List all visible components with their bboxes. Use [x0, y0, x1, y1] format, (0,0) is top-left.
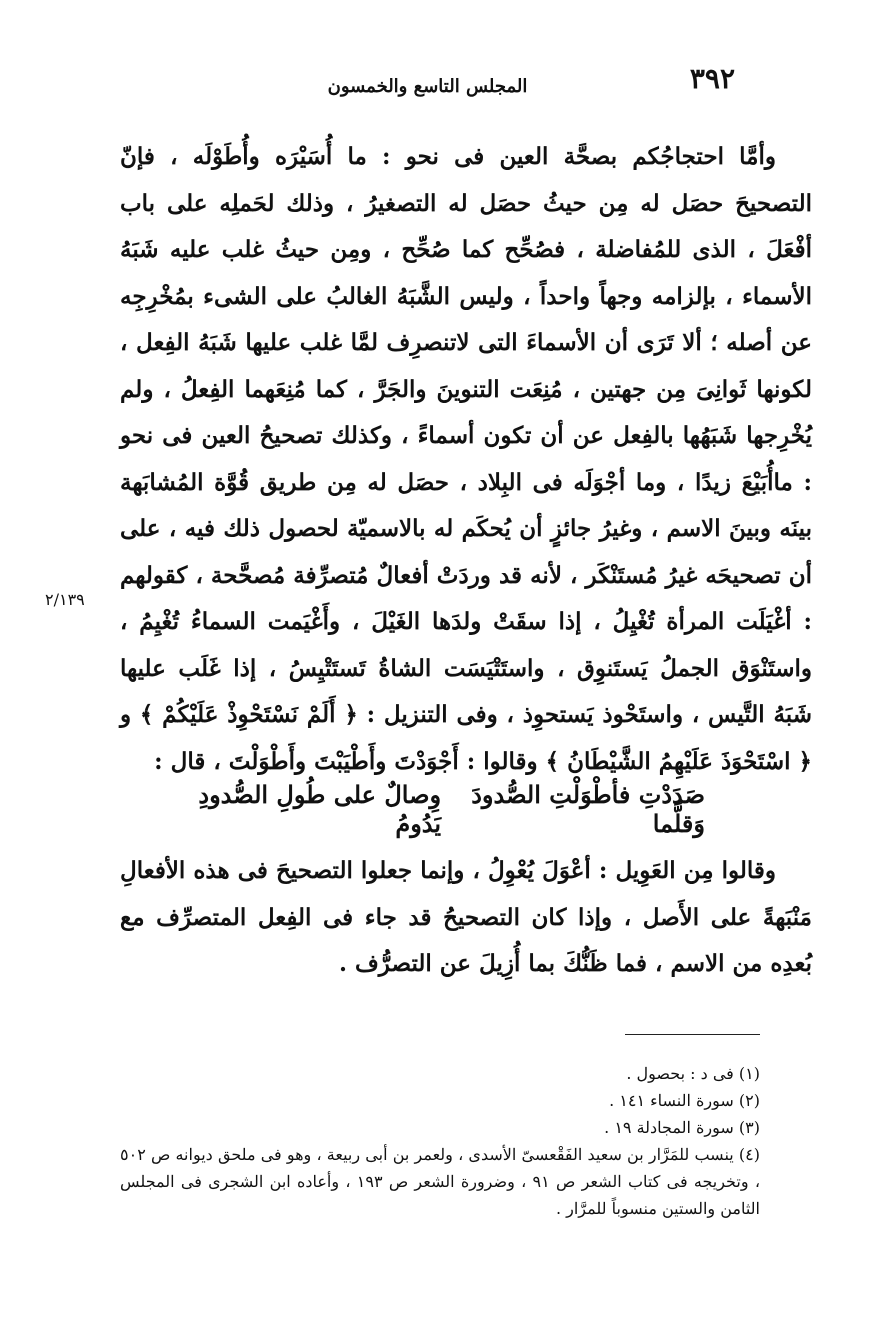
- page-header: [120, 62, 735, 102]
- main-text-continued: [120, 848, 812, 988]
- verse-first-hemistich: صَدَدْتِ فأطْوَلْتِ الصُّدودَ وَقلَّما: [471, 780, 705, 838]
- footnote-divider: [625, 1034, 760, 1035]
- main-text: [120, 134, 812, 785]
- paragraph-1: وأمَّا احتجاجُكم بصحَّة العين فى نحو : ما أُسَيْرَه وأُطَوْلَه ، فإنّ التصحيحَ حصَل له مِن حيثُ حصَل له التصغيرُ ، وذلك لحَملِه على باب أفْعَلَ ، الذى للمُفاضلة ، فصُحِّح كما صُحِّح ، ومِن حيثُ غلب عليه شَبَهُ الأسماء ، بإلزامه وجهاً واحداً ، وليس الشَّبَهُ الغالبُ على الشىء بمُخْرِجِه عن أصله ؛ ألا تَرَى أن الأسماءَ التى لاتنصرِف لمَّا غلب عليها شَبَهُ الفِعل ، لكونها ثَوانِىَ مِن جهتين ، مُنِعَت التنوينَ والجَرَّ ، كما مُنِعَهما الفِعلُ ، ولم يُخْرِجها شَبَهُها بالفِعل عن أن تكون أسماءً ، وكذلك تصحيحُ العين فى نحو : ماأُبَيْعَ زيدًا ، وما أجْوَلَه فى البِلاد ، حصَل له مِن طريق قُوَّة المُشابَهة بينَه وبينَ الاسم ، وغيرُ جائزٍ أن يُحكَم له بالاسميّة لحصول ذلك فيه ، على أن تصحيحَه غيرُ مُستَنْكَر ، لأنه قد وردَتْ أفعالٌ مُتصرِّفة مُصحَّحة ، كقولهم : أغْيَلَت المرأة تُغْيِلُ ، إذا سقَتْ ولدَها الغَيْلَ ، وأَغْيَمت السماءُ تُغْيِمُ ، واستَنْوَق الجملُ يَستَنوِق ، واستَتْيَسَت الشاةُ تَستَتْيِسُ ، إذا غَلَب عليها شَبَهُ التَّيس ، واستَحْوذ يَستحوِذ ، وفى التنزيل : ﴿ أَلَمْ نَسْتَحْوِذْ عَلَيْكُمْ ﴾ و ﴿ اسْتَحْوَذَ عَلَيْهِمُ الشَّيْطَانُ ﴾ وقالوا : أَجْوَدْتَ وأَطْيَبْتَ وأَطْوَلْتَ ، قال :: [120, 143, 812, 775]
- footnote-3: (٣) سورة المجادلة ١٩ .: [604, 1118, 760, 1137]
- page-number: ٣٩٢: [689, 62, 735, 95]
- poetry-verse: [175, 780, 705, 838]
- verse-second-hemistich: وِصالٌ على طُولِ الصُّدودِ يَدُومُ: [198, 780, 442, 838]
- running-title: المجلس التاسع والخمسون: [327, 76, 528, 97]
- footnote-2: (٢) سورة النساء ١٤١ .: [609, 1091, 760, 1110]
- footnote-4: (٤) ينسب للمَرَّار بن سعيد الفَقْعسىّ الأسدى ، ولعمر بن أبى ربيعة ، وهو فى ملحق ديوانه ص ٥٠٢ ، وتخريجه فى كتاب الشعر ص ٩١ ، وضرورة الشعر ص ١٩٣ ، وأعاده ابن الشجرى فى المجلس الثامن والستين منسوباً للمرَّار .: [120, 1145, 760, 1218]
- footnotes: [120, 1060, 760, 1222]
- margin-reference: ٢/١٣٩: [45, 590, 85, 609]
- footnote-1: (١) فى د : بحصول .: [626, 1064, 760, 1083]
- paragraph-2: وقالوا مِن العَوِيل : أعْوَلَ يُعْوِلُ ، وإنما جعلوا التصحيحَ فى هذه الأفعالِ مَنْبَهةً على الأَصل ، وإذا كان التصحيحُ قد جاء فى الفِعل المتصرِّف مع بُعدِه من الاسم ، فما ظَنُّكَ بما أُزِيلَ عن التصرُّف .: [120, 857, 812, 977]
